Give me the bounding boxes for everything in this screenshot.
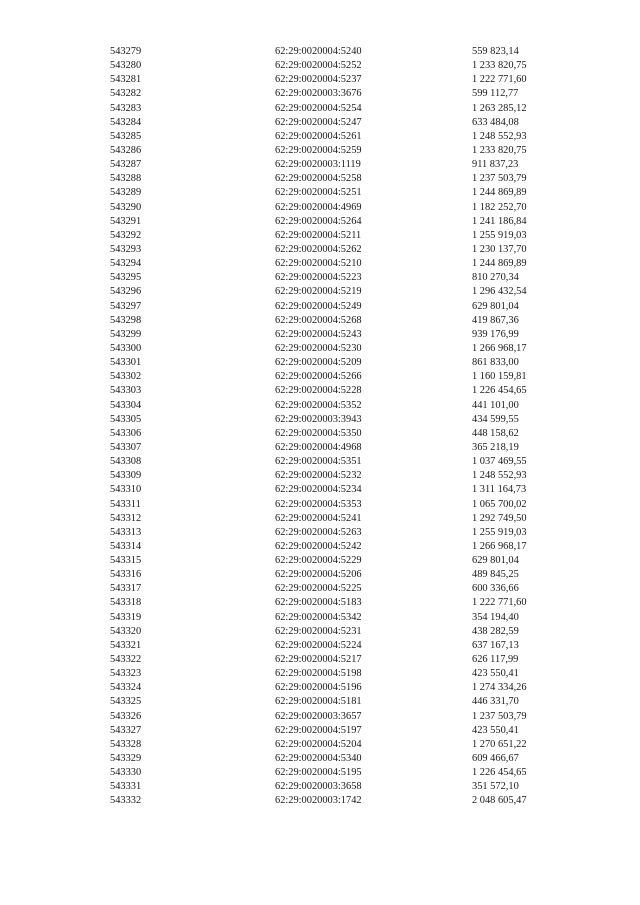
cadastral-number-cell: 62:29:0020004:5195	[275, 767, 362, 779]
value-cell: 1 230 137,70	[472, 243, 527, 255]
table-row	[110, 186, 580, 200]
table-row	[110, 130, 580, 144]
table-row	[110, 710, 580, 724]
row-number-cell: 543283	[110, 102, 142, 114]
value-cell: 1 237 503,79	[472, 173, 527, 185]
row-number-cell: 543327	[110, 724, 142, 736]
row-number-cell: 543326	[110, 710, 142, 722]
value-cell: 629 801,04	[472, 300, 519, 312]
cadastral-number-cell: 62:29:0020004:5353	[275, 498, 362, 510]
cadastral-number-cell: 62:29:0020004:5231	[275, 625, 362, 637]
table-row	[110, 370, 580, 384]
table-row	[110, 87, 580, 101]
row-number-cell: 543304	[110, 399, 142, 411]
cadastral-number-cell: 62:29:0020003:3657	[275, 710, 362, 722]
cadastral-number-cell: 62:29:0020004:5342	[275, 611, 362, 623]
table-row	[110, 59, 580, 73]
cadastral-number-cell: 62:29:0020004:5263	[275, 526, 362, 538]
value-cell: 1 222 771,60	[472, 597, 527, 609]
table-row	[110, 45, 580, 59]
value-cell: 600 336,66	[472, 583, 519, 595]
row-number-cell: 543316	[110, 569, 142, 581]
cadastral-number-cell: 62:29:0020004:5234	[275, 484, 362, 496]
row-number-cell: 543287	[110, 159, 142, 171]
table-row	[110, 780, 580, 794]
cadastral-number-cell: 62:29:0020004:5352	[275, 399, 362, 411]
value-cell: 434 599,55	[472, 413, 519, 425]
table-row	[110, 356, 580, 370]
row-number-cell: 543297	[110, 300, 142, 312]
table-row	[110, 752, 580, 766]
value-cell: 354 194,40	[472, 611, 519, 623]
table-row	[110, 427, 580, 441]
table-row	[110, 794, 580, 808]
table-row	[110, 596, 580, 610]
table-row	[110, 271, 580, 285]
cadastral-number-cell: 62:29:0020004:5229	[275, 555, 362, 567]
row-number-cell: 543320	[110, 625, 142, 637]
value-cell: 1 266 968,17	[472, 540, 527, 552]
value-cell: 599 112,77	[472, 88, 519, 100]
cadastral-number-cell: 62:29:0020004:5252	[275, 60, 362, 72]
cadastral-number-cell: 62:29:0020004:5261	[275, 130, 362, 142]
table-row	[110, 568, 580, 582]
row-number-cell: 543328	[110, 738, 142, 750]
cadastral-number-cell: 62:29:0020004:5211	[275, 229, 362, 241]
row-number-cell: 543298	[110, 314, 142, 326]
table-row	[110, 243, 580, 257]
value-cell: 1 037 469,55	[472, 456, 527, 468]
value-cell: 1 263 285,12	[472, 102, 527, 114]
row-number-cell: 543280	[110, 60, 142, 72]
row-number-cell: 543330	[110, 767, 142, 779]
value-cell: 609 466,67	[472, 753, 519, 765]
row-number-cell: 543296	[110, 286, 142, 298]
table-row	[110, 144, 580, 158]
value-cell: 629 801,04	[472, 555, 519, 567]
cadastral-number-cell: 62:29:0020003:3658	[275, 781, 362, 793]
value-cell: 559 823,14	[472, 46, 519, 57]
row-number-cell: 543319	[110, 611, 142, 623]
row-number-cell: 543282	[110, 88, 142, 100]
table-row	[110, 667, 580, 681]
table-row	[110, 413, 580, 427]
cadastral-number-cell: 62:29:0020003:3676	[275, 88, 362, 100]
row-number-cell: 543313	[110, 526, 142, 538]
table-row	[110, 229, 580, 243]
table-row	[110, 738, 580, 752]
row-number-cell: 543290	[110, 201, 142, 213]
value-cell: 1 296 432,54	[472, 286, 527, 298]
table-row	[110, 399, 580, 413]
cadastral-number-cell: 62:29:0020004:5262	[275, 243, 362, 255]
table-row	[110, 611, 580, 625]
row-number-cell: 543295	[110, 272, 142, 284]
value-cell: 1 248 552,93	[472, 130, 527, 142]
row-number-cell: 543291	[110, 215, 142, 227]
row-number-cell: 543300	[110, 342, 142, 354]
row-number-cell: 543314	[110, 540, 142, 552]
row-number-cell: 543311	[110, 498, 141, 510]
cadastral-number-cell: 62:29:0020004:5237	[275, 74, 362, 86]
cadastral-number-cell: 62:29:0020004:5241	[275, 512, 362, 524]
table-row	[110, 215, 580, 229]
table-row	[110, 582, 580, 596]
table-row	[110, 384, 580, 398]
cadastral-number-cell: 62:29:0020004:5206	[275, 569, 362, 581]
row-number-cell: 543317	[110, 583, 142, 595]
table-row	[110, 554, 580, 568]
cadastral-number-cell: 62:29:0020004:5225	[275, 583, 362, 595]
cadastral-number-cell: 62:29:0020004:5183	[275, 597, 362, 609]
table-row	[110, 512, 580, 526]
table-row	[110, 695, 580, 709]
value-cell: 1 270 651,22	[472, 738, 527, 750]
row-number-cell: 543310	[110, 484, 142, 496]
table-row	[110, 328, 580, 342]
cadastral-number-cell: 62:29:0020004:5350	[275, 427, 362, 439]
table-row	[110, 469, 580, 483]
table-row	[110, 498, 580, 512]
table-row	[110, 201, 580, 215]
cadastral-number-cell: 62:29:0020004:5259	[275, 144, 362, 156]
table-row	[110, 526, 580, 540]
cadastral-number-cell: 62:29:0020004:5196	[275, 682, 362, 694]
table-row	[110, 653, 580, 667]
row-number-cell: 543312	[110, 512, 142, 524]
row-number-cell: 543315	[110, 555, 142, 567]
row-number-cell: 543303	[110, 385, 142, 397]
value-cell: 1 233 820,75	[472, 60, 527, 72]
row-number-cell: 543289	[110, 187, 142, 199]
table-row	[110, 441, 580, 455]
value-cell: 626 117,99	[472, 654, 519, 666]
row-number-cell: 543299	[110, 328, 142, 340]
table-row	[110, 681, 580, 695]
value-cell: 637 167,13	[472, 639, 519, 651]
cadastral-number-cell: 62:29:0020004:5209	[275, 357, 362, 369]
row-number-cell: 543309	[110, 470, 142, 482]
cadastral-number-cell: 62:29:0020004:5340	[275, 753, 362, 765]
value-cell: 1 266 968,17	[472, 342, 527, 354]
cadastral-number-cell: 62:29:0020004:5266	[275, 371, 362, 383]
table-row	[110, 172, 580, 186]
value-cell: 423 550,41	[472, 668, 519, 680]
cadastral-number-cell: 62:29:0020004:5232	[275, 470, 362, 482]
cadastral-number-cell: 62:29:0020004:5198	[275, 668, 362, 680]
row-number-cell: 543305	[110, 413, 142, 425]
cadastral-number-cell: 62:29:0020003:1742	[275, 795, 362, 807]
value-cell: 448 158,62	[472, 427, 519, 439]
cadastral-number-cell: 62:29:0020004:4969	[275, 201, 362, 213]
table-row	[110, 257, 580, 271]
row-number-cell: 543294	[110, 258, 142, 270]
table-row	[110, 116, 580, 130]
cadastral-value-table	[110, 45, 580, 809]
value-cell: 1 226 454,65	[472, 767, 527, 779]
cadastral-number-cell: 62:29:0020004:5351	[275, 456, 362, 468]
value-cell: 1 311 164,73	[472, 484, 527, 496]
row-number-cell: 543318	[110, 597, 142, 609]
row-number-cell: 543281	[110, 74, 142, 86]
cadastral-number-cell: 62:29:0020004:5223	[275, 272, 362, 284]
table-row	[110, 483, 580, 497]
value-cell: 1 233 820,75	[472, 144, 527, 156]
table-row	[110, 625, 580, 639]
row-number-cell: 543322	[110, 654, 142, 666]
row-number-cell: 543325	[110, 696, 142, 708]
row-number-cell: 543324	[110, 682, 142, 694]
value-cell: 351 572,10	[472, 781, 519, 793]
cadastral-number-cell: 62:29:0020004:5264	[275, 215, 362, 227]
value-cell: 365 218,19	[472, 441, 519, 453]
value-cell: 1 244 869,89	[472, 187, 527, 199]
cadastral-number-cell: 62:29:0020004:5181	[275, 696, 362, 708]
table-row	[110, 285, 580, 299]
cadastral-number-cell: 62:29:0020004:5254	[275, 102, 362, 114]
value-cell: 1 244 869,89	[472, 258, 527, 270]
value-cell: 1 182 252,70	[472, 201, 527, 213]
cadastral-number-cell: 62:29:0020004:5268	[275, 314, 362, 326]
value-cell: 489 845,25	[472, 569, 519, 581]
row-number-cell: 543307	[110, 441, 142, 453]
cadastral-number-cell: 62:29:0020004:5219	[275, 286, 362, 298]
cadastral-number-cell: 62:29:0020004:4968	[275, 441, 362, 453]
row-number-cell: 543321	[110, 639, 142, 651]
value-cell: 1 274 334,26	[472, 682, 527, 694]
cadastral-number-cell: 62:29:0020004:5210	[275, 258, 362, 270]
table-row	[110, 766, 580, 780]
row-number-cell: 543332	[110, 795, 142, 807]
table-row	[110, 102, 580, 116]
value-cell: 861 833,00	[472, 357, 519, 369]
cadastral-number-cell: 62:29:0020004:5230	[275, 342, 362, 354]
value-cell: 1 065 700,02	[472, 498, 527, 510]
row-number-cell: 543308	[110, 456, 142, 468]
value-cell: 1 237 503,79	[472, 710, 527, 722]
value-cell: 1 226 454,65	[472, 385, 527, 397]
cadastral-number-cell: 62:29:0020004:5217	[275, 654, 362, 666]
table-row	[110, 342, 580, 356]
row-number-cell: 543301	[110, 357, 142, 369]
cadastral-number-cell: 62:29:0020004:5249	[275, 300, 362, 312]
value-cell: 419 867,36	[472, 314, 519, 326]
value-cell: 911 837,23	[472, 159, 519, 171]
row-number-cell: 543331	[110, 781, 142, 793]
cadastral-number-cell: 62:29:0020004:5258	[275, 173, 362, 185]
value-cell: 810 270,34	[472, 272, 519, 284]
row-number-cell: 543285	[110, 130, 142, 142]
cadastral-number-cell: 62:29:0020004:5204	[275, 738, 362, 750]
row-number-cell: 543286	[110, 144, 142, 156]
cadastral-number-cell: 62:29:0020004:5251	[275, 187, 362, 199]
value-cell: 438 282,59	[472, 625, 519, 637]
table-row	[110, 540, 580, 554]
row-number-cell: 543292	[110, 229, 142, 241]
value-cell: 441 101,00	[472, 399, 519, 411]
row-number-cell: 543329	[110, 753, 142, 765]
cadastral-number-cell: 62:29:0020004:5240	[275, 46, 362, 57]
value-cell: 423 550,41	[472, 724, 519, 736]
value-cell: 2 048 605,47	[472, 795, 527, 807]
table-row	[110, 455, 580, 469]
row-number-cell: 543306	[110, 427, 142, 439]
value-cell: 1 241 186,84	[472, 215, 527, 227]
value-cell: 633 484,08	[472, 116, 519, 128]
cadastral-number-cell: 62:29:0020003:3943	[275, 413, 362, 425]
value-cell: 1 292 749,50	[472, 512, 527, 524]
value-cell: 1 222 771,60	[472, 74, 527, 86]
value-cell: 446 331,70	[472, 696, 519, 708]
row-number-cell: 543279	[110, 46, 142, 57]
row-number-cell: 543284	[110, 116, 142, 128]
row-number-cell: 543323	[110, 668, 142, 680]
table-row	[110, 639, 580, 653]
cadastral-number-cell: 62:29:0020003:1119	[275, 159, 361, 171]
value-cell: 1 255 919,03	[472, 526, 527, 538]
row-number-cell: 543302	[110, 371, 142, 383]
table-row	[110, 158, 580, 172]
cadastral-number-cell: 62:29:0020004:5224	[275, 639, 362, 651]
cadastral-number-cell: 62:29:0020004:5197	[275, 724, 362, 736]
value-cell: 1 160 159,81	[472, 371, 527, 383]
value-cell: 1 248 552,93	[472, 470, 527, 482]
cadastral-number-cell: 62:29:0020004:5228	[275, 385, 362, 397]
table-row	[110, 724, 580, 738]
row-number-cell: 543293	[110, 243, 142, 255]
row-number-cell: 543288	[110, 173, 142, 185]
cadastral-number-cell: 62:29:0020004:5247	[275, 116, 362, 128]
cadastral-number-cell: 62:29:0020004:5242	[275, 540, 362, 552]
table-row	[110, 314, 580, 328]
value-cell: 1 255 919,03	[472, 229, 527, 241]
table-row	[110, 300, 580, 314]
cadastral-number-cell: 62:29:0020004:5243	[275, 328, 362, 340]
value-cell: 939 176,99	[472, 328, 519, 340]
table-row	[110, 73, 580, 87]
